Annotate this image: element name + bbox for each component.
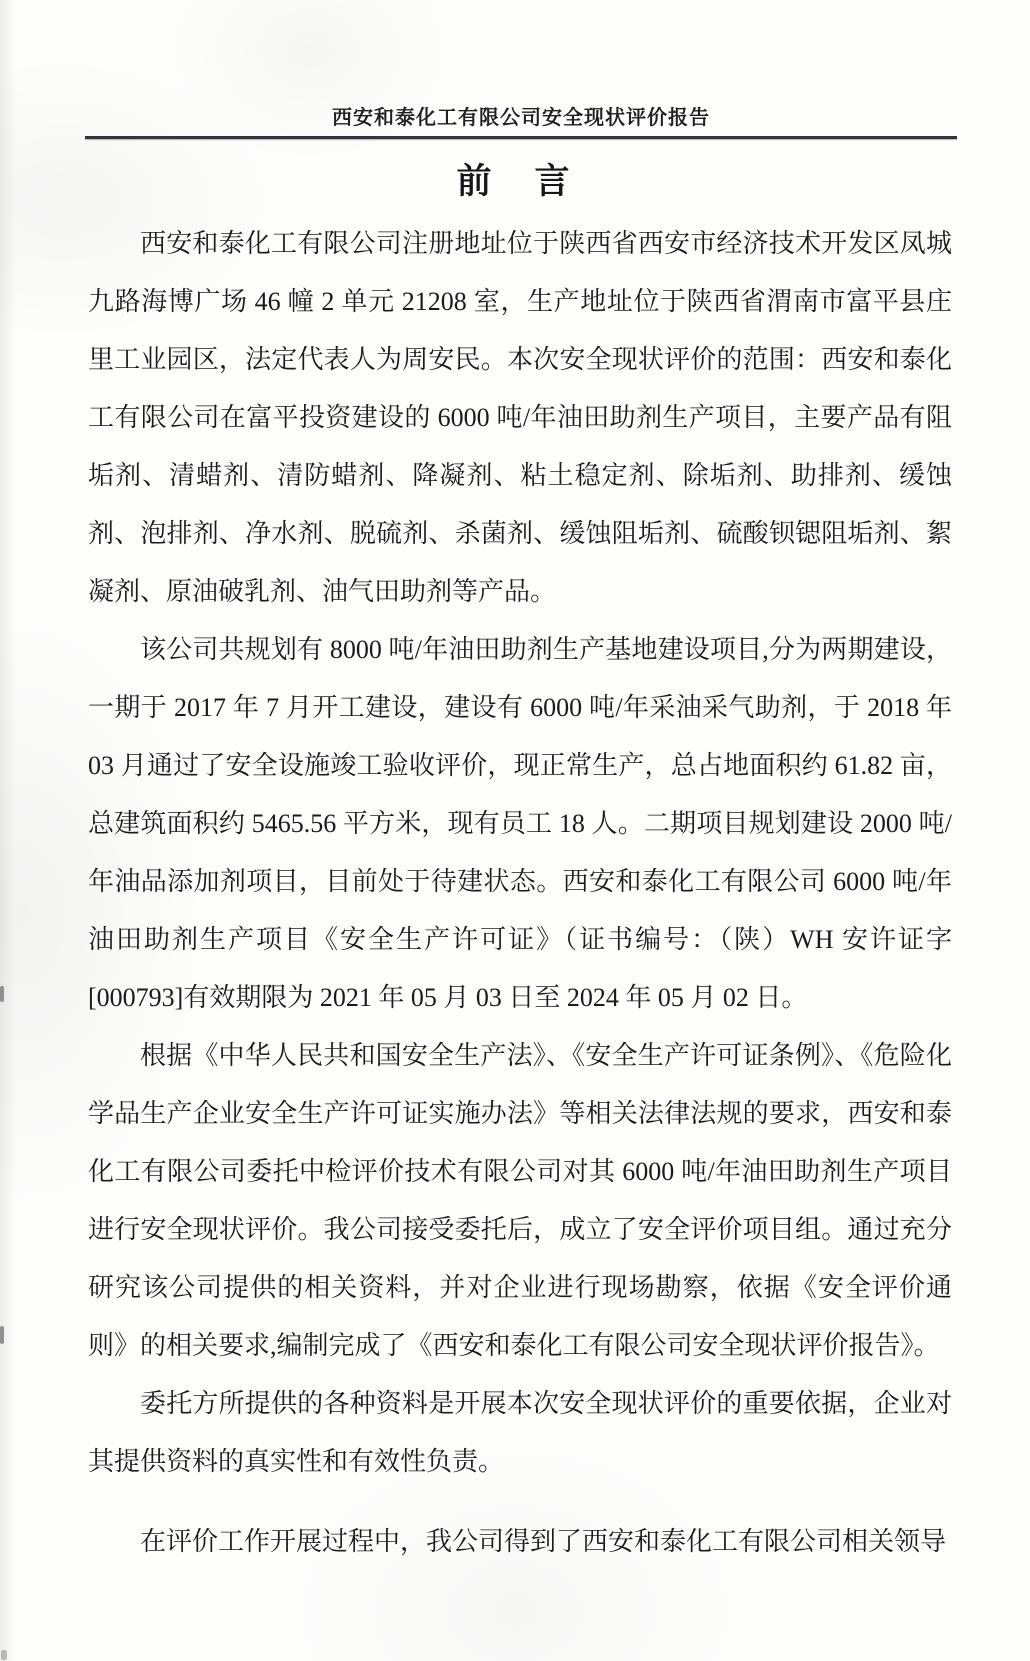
- paragraph-project-planning: 该公司共规划有 8000 吨/年油田助剂生产基地建设项目,分为两期建设，一期于 2017 年 7 月开工建设，建设有 6000 吨/年采油采气助剂，于 2018 年 03 月通过了安全设施竣工验收评价，现正常生产，总占地面积约 61.82 亩，总建筑面积约 5465.56 平方米，现有员工 18 人。二期项目规划建设 2000 吨/年油品添加剂项目，目前处于待建状态。西安和泰化工有限公司 6000 吨/年油田助剂生产项目《安全生产许可证》（证书编号：（陕）WH 安许证字[000793]有效期限为 2021 年 05 月 03 日至 2024 年 05 月 02 日。: [88, 635, 952, 1012]
- paragraph-company-intro: 西安和泰化工有限公司注册地址位于陕西省西安市经济技术开发区凤城九路海博广场 46 幢 2 单元 21208 室，生产地址位于陕西省渭南市富平县庄里工业园区，法定代表人为周安民。本次安全现状评价的范围：西安和泰化工有限公司在富平投资建设的 6000 吨/年油田助剂生产项目，主要产品有阻垢剂、清蜡剂、清防蜡剂、降凝剂、粘土稳定剂、除垢剂、助排剂、缓蚀剂、泡排剂、净水剂、脱硫剂、杀菌剂、缓蚀阻垢剂、硫酸钡锶阻垢剂、絮凝剂、原油破乳剂、油气田助剂等产品。: [88, 229, 952, 606]
- running-header: [85, 101, 957, 139]
- paragraph-client-responsibility: 委托方所提供的各种资料是开展本次安全现状评价的重要依据，企业对其提供资料的真实性和有效性负责。: [88, 1389, 952, 1476]
- scan-artifact: [0, 986, 4, 1002]
- scan-artifact: [0, 1326, 4, 1344]
- scan-edge-shadow: [0, 0, 16, 1661]
- paragraph-acknowledgement: 在评价工作开展过程中，我公司得到了西安和泰化工有限公司相关领导: [140, 1527, 947, 1556]
- running-header-text: 西安和泰化工有限公司安全现状评价报告: [332, 107, 710, 129]
- page-title: 前 言: [456, 162, 574, 201]
- scan-artifact: [1, 1650, 7, 1660]
- header-rule: [85, 136, 957, 139]
- document-body: [88, 215, 952, 1571]
- paragraph-legal-basis: 根据《中华人民共和国安全生产法》、《安全生产许可证条例》、《危险化学品生产企业安全生产许可证实施办法》等相关法律法规的要求，西安和泰化工有限公司委托中检评价技术有限公司对其 6000 吨/年油田助剂生产项目进行安全现状评价。我公司接受委托后，成立了安全评价项目组。通过充分研究该公司提供的相关资料，并对企业进行现场勘察，依据《安全评价通则》的相关要求,编制完成了《西安和泰化工有限公司安全现状评价报告》。: [88, 1041, 952, 1360]
